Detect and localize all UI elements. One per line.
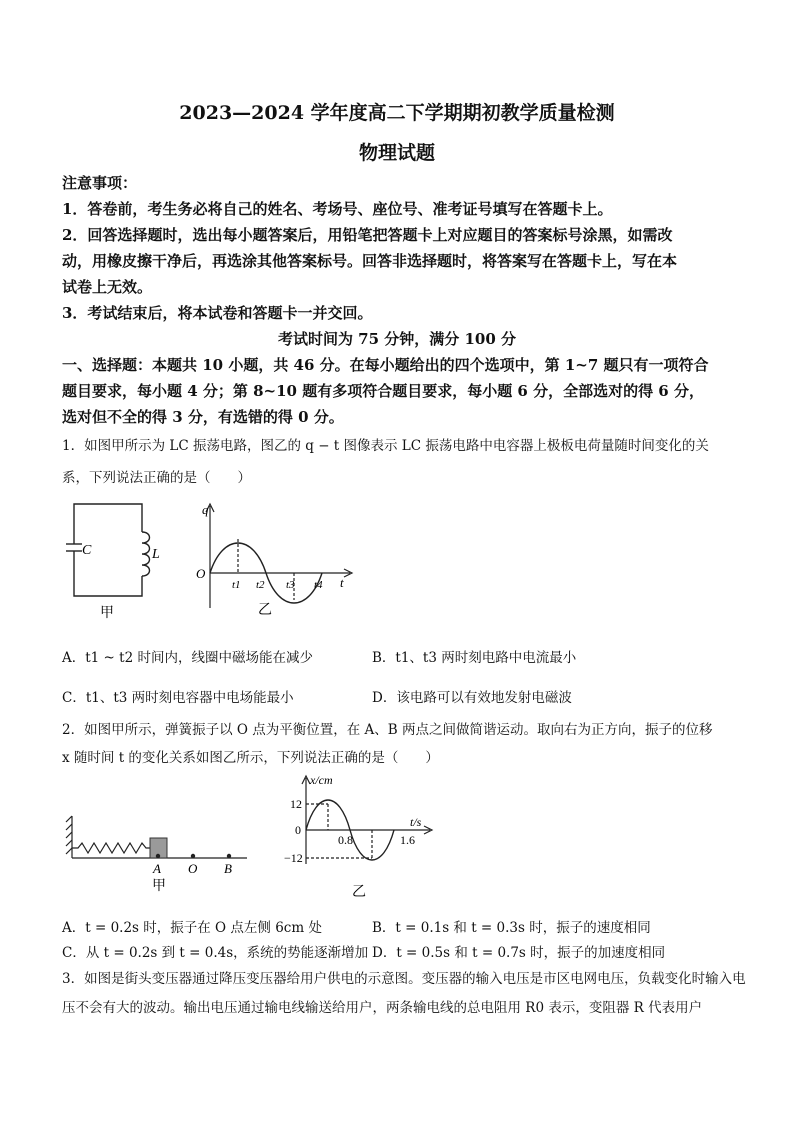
q1-qt-graph (190, 498, 360, 620)
point-o-label: O (188, 861, 198, 876)
q2-graph-x-axis-label: t/s (410, 815, 422, 829)
q1-tick-t2: t2 (256, 579, 265, 591)
q1-stem-line-2: 系，下列说法正确的是（ ） (62, 470, 251, 486)
q1-tick-t3: t3 (286, 579, 295, 591)
q2-y-tick-neg12: −12 (284, 851, 303, 865)
q2-stem-line-2: x 随时间 t 的变化关系如图乙所示，下列说法正确的是（ ） (62, 750, 439, 766)
paper-subtitle: 物理试题 (358, 142, 435, 164)
q2-x-tick-16: 1.6 (400, 833, 415, 847)
q2-option-d: D．t = 0.5s 和 t = 0.7s 时，振子的加速度相同 (372, 945, 666, 961)
q3-stem-line-2: 压不会有大的波动。输出电压通过输电线输送给用户，两条输电线的总电阻用 R0 表示，变阻器 R 代表用户 (62, 1000, 703, 1016)
paper-title: 2023—2024 学年度高二下学期期初教学质量检测 (179, 102, 615, 124)
q2-stem-line-1: 2．如图甲所示，弹簧振子以 O 点为平衡位置，在 A、B 两点之间做简谐运动。取向右为正方向，振子的位移 (62, 722, 713, 738)
q1-option-c: C．t1、t3 两时刻电容器中电场能最小 (62, 690, 294, 706)
notice-item-3: 3．考试结束后，将本试卷和答题卡一并交回。 (62, 304, 373, 322)
point-b-label: B (224, 861, 232, 876)
q1-fig-yi-caption: 乙 (258, 603, 272, 618)
q1-graph-y-axis-label: q (202, 502, 209, 517)
exam-info: 考试时间为 75 分钟，满分 100 分 (277, 330, 517, 348)
q2-option-c: C．从 t = 0.2s 到 t = 0.4s，系统的势能逐渐增加 (62, 945, 369, 961)
q2-spring-oscillator-figure (62, 812, 252, 898)
q1-graph-origin: O (196, 566, 206, 581)
q1-lc-circuit-figure (60, 496, 170, 620)
notice-heading: 注意事项： (62, 174, 138, 192)
q1-option-b: B．t1、t3 两时刻电路中电流最小 (372, 650, 577, 666)
notice-item-2-line-1: 2．回答选择题时，选出每小题答案后，用铅笔把答题卡上对应题目的答案标号涂黑，如需改 (62, 226, 673, 244)
point-a-label: A (153, 861, 161, 876)
q1-graph-x-axis-label: t (340, 575, 344, 590)
q2-y-tick-12: 12 (290, 797, 302, 811)
q1-stem-line-1: 1．如图甲所示为 LC 振荡电路，图乙的 q − t 图像表示 LC 振荡电路中电容器上极板电荷量随时间变化的关 (62, 438, 709, 454)
q2-y-tick-0: 0 (295, 823, 301, 837)
notice-item-1: 1．答卷前，考生务必将自己的姓名、考场号、座位号、准考证号填写在答题卡上。 (62, 200, 613, 218)
section-1-line-1: 一、选择题：本题共 10 小题，共 46 分。在每小题给出的四个选项中，第 1~7 题只有一项符合 (62, 356, 709, 374)
q2-option-b: B．t = 0.1s 和 t = 0.3s 时，振子的速度相同 (372, 920, 651, 936)
section-1-line-2: 题目要求，每小题 4 分；第 8~10 题有多项符合题目要求，每小题 6 分，全部选对的得 6 分， (62, 382, 704, 400)
q2-graph-y-axis-label: x/cm (310, 773, 333, 787)
section-1-line-3: 选对但不全的得 3 分，有选错的得 0 分。 (62, 408, 344, 426)
q2-x-tick-08: 0.8 (338, 833, 353, 847)
q1-option-a: A．t1 ~ t2 时间内，线圈中磁场能在减少 (62, 650, 313, 666)
q2-fig-yi-caption: 乙 (352, 885, 366, 900)
q1-tick-t4: t4 (314, 579, 323, 591)
q2-xt-graph (280, 772, 440, 902)
q1-tick-t1: t1 (232, 579, 241, 591)
q2-option-a: A．t = 0.2s 时，振子在 O 点左侧 6cm 处 (62, 920, 322, 936)
notice-item-2-line-3: 试卷上无效。 (62, 278, 153, 296)
q3-stem-line-1: 3．如图是街头变压器通过降压变压器给用户供电的示意图。变压器的输入电压是市区电网电压，负载变化时输入电 (62, 971, 746, 987)
q2-fig-jia-caption: 甲 (152, 879, 166, 894)
capacitor-label: C (82, 543, 92, 558)
q1-option-d: D．该电路可以有效地发射电磁波 (372, 690, 572, 706)
notice-item-2-line-2: 动，用橡皮擦干净后，再选涂其他答案标号。回答非选择题时，将答案写在答题卡上，写在本 (62, 252, 678, 270)
inductor-label: L (152, 547, 160, 562)
q1-fig-jia-caption: 甲 (100, 606, 114, 620)
